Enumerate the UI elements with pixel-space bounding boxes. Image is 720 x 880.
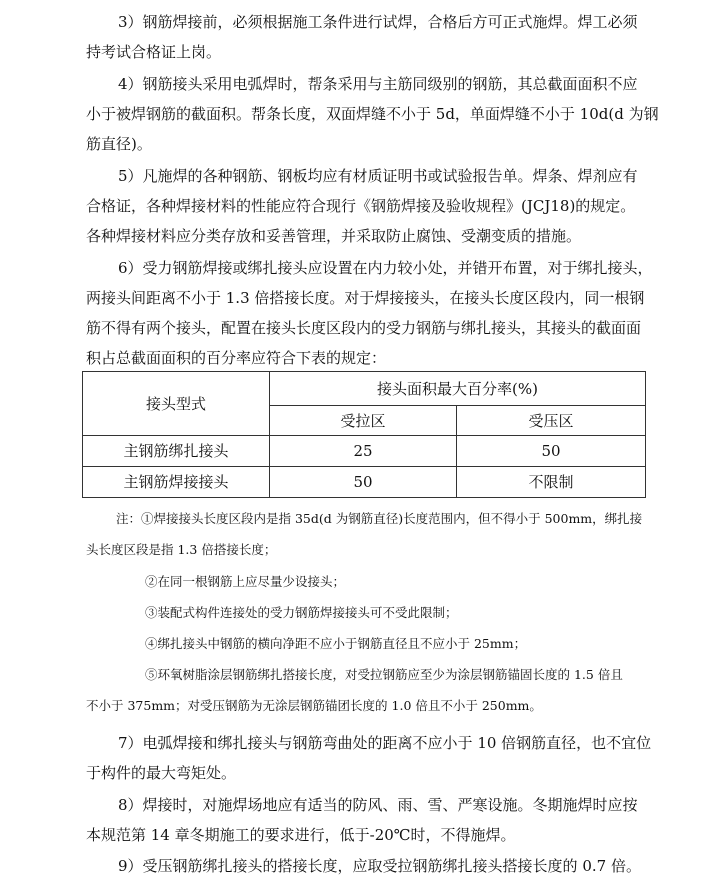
paragraph-3-line-1: 3）钢筋焊接前，必须根据施工条件进行试焊，合格后方可正式施焊。焊工必须 (118, 13, 638, 31)
paragraph-4-line-2: 小于被焊钢筋的截面积。帮条长度，双面焊缝不小于 5d，单面焊缝不小于 10d(d 为钢 (86, 105, 659, 123)
joint-area-table (82, 371, 646, 498)
note-2: ②在同一根钢筋上应尽量少设接头； (145, 574, 346, 589)
paragraph-6-line-2: 两接头间距离不小于 1.3 倍搭接长度。对于焊接接头，在接头长度区段内，同一根钢 (86, 289, 645, 307)
paragraph-4-line-3: 筋直径)。 (86, 135, 152, 153)
table-header-tension-zone: 受拉区 (270, 406, 457, 436)
paragraph-5-line-3: 各种焊接材料应分类存放和妥善管理，并采取防止腐蚀、受潮变质的措施。 (86, 227, 582, 245)
note-4: ④绑扎接头中钢筋的横向净距不应小于钢筋直径且不应小于 25mm； (145, 636, 527, 651)
paragraph-5-line-1: 5）凡施焊的各种钢筋、钢板均应有材质证明书或试验报告单。焊条、焊剂应有 (118, 167, 638, 185)
paragraph-3-line-2: 持考试合格证上岗。 (86, 43, 222, 61)
table-cell-tension: 25 (270, 436, 457, 467)
paragraph-7-line-2: 于构件的最大弯矩处。 (86, 764, 237, 782)
table-cell-compression: 50 (457, 436, 646, 467)
paragraph-8-line-2: 本规范第 14 章冬期施工的要求进行，低于-20℃时，不得施焊。 (86, 826, 516, 844)
table-header-compression-zone: 受压区 (457, 406, 646, 436)
note-1-line-1: 注：①焊接接头长度区段内是指 35d(d 为钢筋直径)长度范围内，但不得小于 500mm，绑扎接 (116, 511, 643, 526)
paragraph-6-line-1: 6）受力钢筋焊接或绑扎接头应设置在内力较小处，并错开布置，对于绑扎接头， (118, 259, 653, 277)
paragraph-7-line-1: 7）电弧焊接和绑扎接头与钢筋弯曲处的距离不应小于 10 倍钢筋直径，也不宜位 (118, 734, 652, 752)
paragraph-6-line-4: 积占总截面面积的百分率应符合下表的规定： (86, 349, 387, 367)
note-5-line-1: ⑤环氧树脂涂层钢筋绑扎搭接长度，对受拉钢筋应至少为涂层钢筋锚固长度的 1.5 倍且 (145, 667, 623, 682)
table-cell-type: 主钢筋焊接接头 (83, 467, 270, 498)
paragraph-4-line-1: 4）钢筋接头采用电弧焊时，帮条采用与主筋同级别的钢筋，其总截面面积不应 (118, 75, 638, 93)
paragraph-6-line-3: 筋不得有两个接头，配置在接头长度区段内的受力钢筋与绑扎接头，其接头的截面面 (86, 319, 642, 337)
table-header-max-percentage: 接头面积最大百分率(%) (270, 372, 646, 406)
table-cell-tension: 50 (270, 467, 457, 498)
table-row (83, 467, 646, 498)
table-row (83, 436, 646, 467)
table-cell-compression: 不限制 (457, 467, 646, 498)
note-3: ③装配式构件连接处的受力钢筋焊接接头可不受此限制； (145, 605, 458, 620)
table-header-joint-type: 接头型式 (83, 372, 270, 436)
paragraph-9-line-1: 9）受压钢筋绑扎接头的搭接长度，应取受拉钢筋绑扎接头搭接长度的 0.7 倍。 (118, 857, 641, 875)
table-cell-type: 主钢筋绑扎接头 (83, 436, 270, 467)
note-1-line-2: 头长度区段是指 1.3 倍搭接长度； (86, 542, 277, 557)
note-5-line-2: 不小于 375mm；对受压钢筋为无涂层钢筋锚团长度的 1.0 倍且不小于 250mm。 (86, 698, 542, 713)
paragraph-5-line-2: 合格证，各种焊接材料的性能应符合现行《钢筋焊接及验收规程》(JCJ18)的规定。 (86, 197, 636, 215)
paragraph-8-line-1: 8）焊接时，对施焊场地应有适当的防风、雨、雪、严寒设施。冬期施焊时应按 (118, 796, 638, 814)
